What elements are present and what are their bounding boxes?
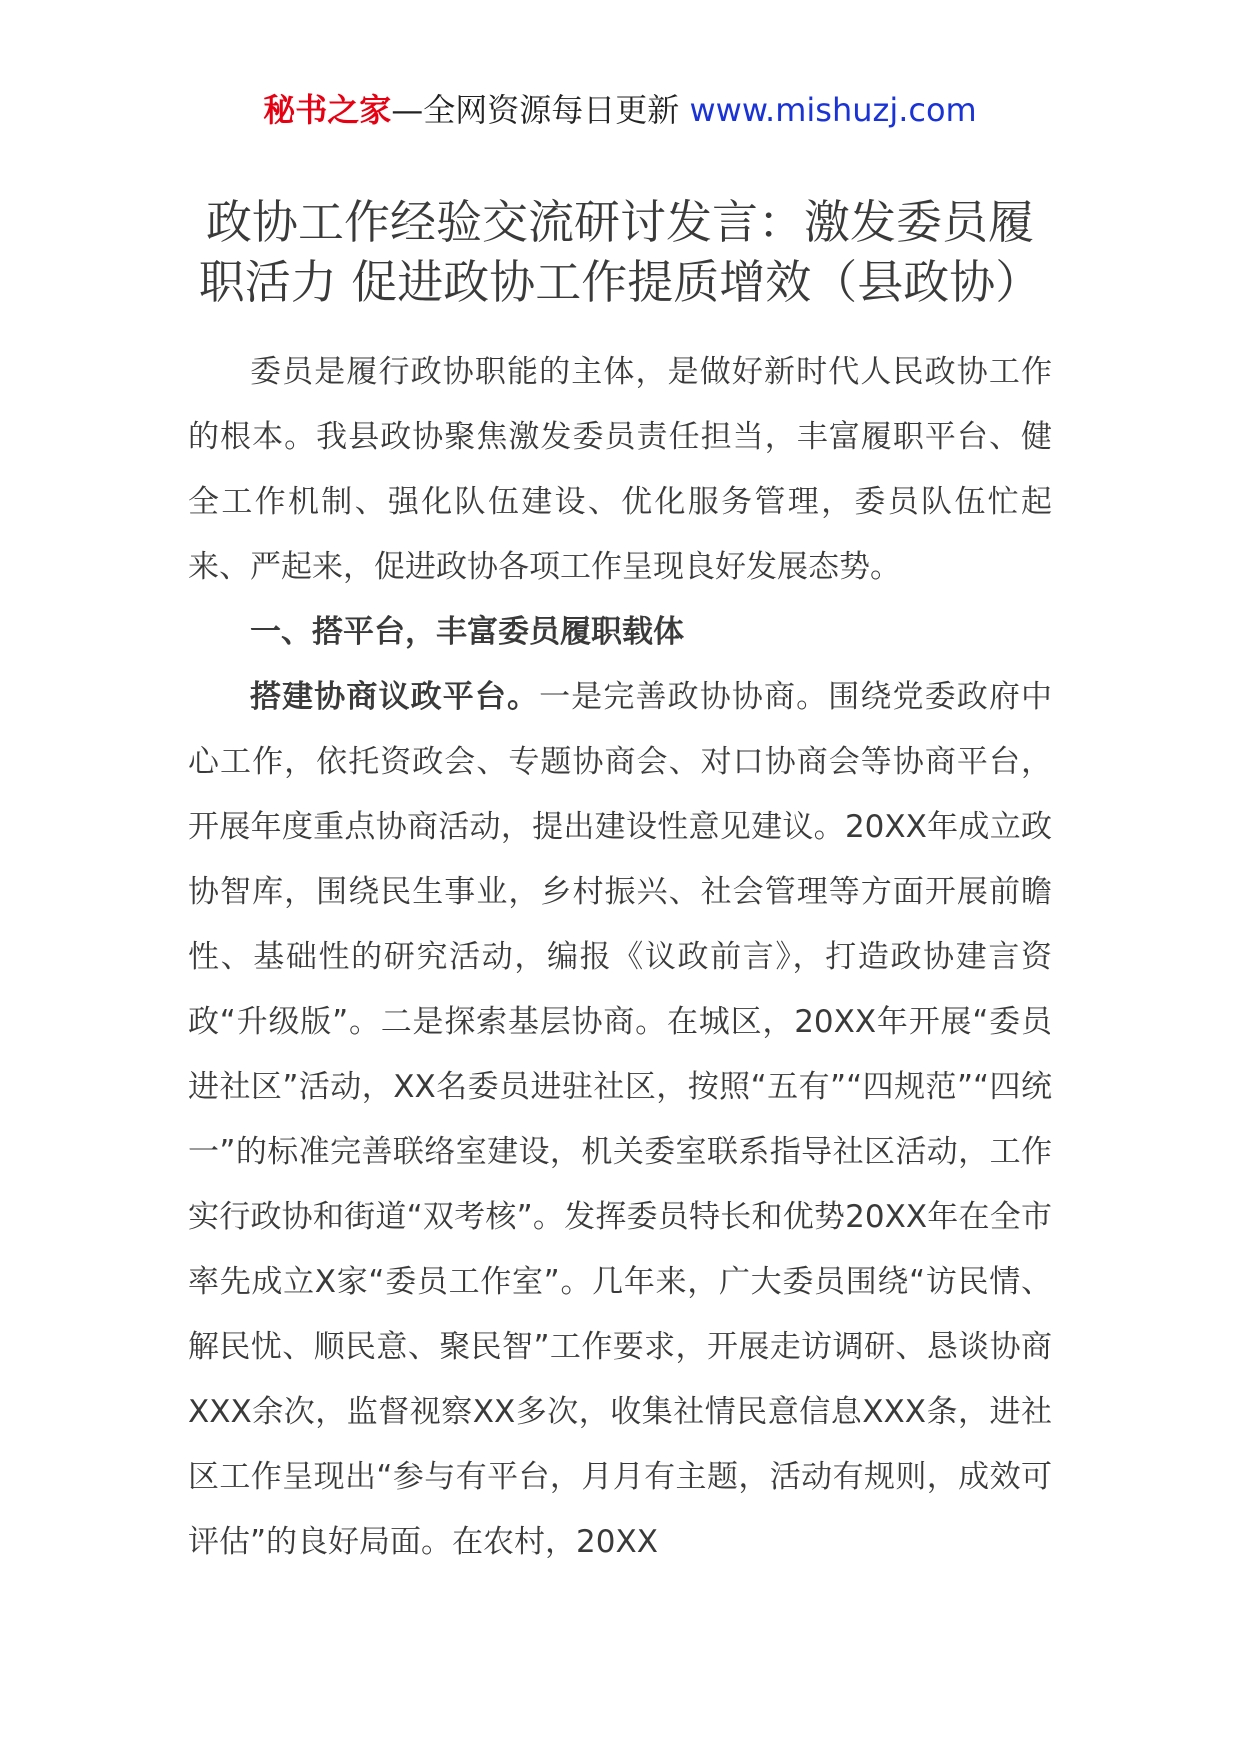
document-body [188, 340, 1052, 1575]
site-banner [0, 88, 1240, 132]
title-line-2: 职活力 促进政协工作提质增效（县政协） [198, 255, 1042, 309]
paragraph-lead: 搭建协商议政平台。 [250, 679, 540, 715]
intro-paragraph: 委员是履行政协职能的主体，是做好新时代人民政协工作的根本。我县政协聚焦激发委员责任担当，丰富履职平台、健全工作机制、强化队伍建设、优化服务管理，委员队伍忙起来、严起来，促进政协各项工作呈现良好发展态势。 [188, 354, 1052, 585]
body-paragraph [188, 665, 1052, 1575]
site-url-link[interactable]: www.mishuzj.com [689, 91, 977, 129]
section-heading: 一、搭平台，丰富委员履职载体 [250, 614, 684, 650]
title-line-1: 政协工作经验交流研讨发言：激发委员履 [206, 195, 1034, 249]
document-title [150, 192, 1090, 312]
paragraph-text: 一是完善政协协商。围绕党委政府中心工作，依托资政会、专题协商会、对口协商会等协商平台，开展年度重点协商活动，提出建设性意见建议。20XX年成立政协智库，围绕民生事业，乡村振兴、社会管理等方面开展前瞻性、基础性的研究活动，编报《议政前言》，打造政协建言资政“升级版”。二是探索基层协商。在城区，20XX年开展“委员进社区”活动，XX名委员进驻社区，按照“五有”“四规范”“四统一”的标准完善联络室建设，机关委室联系指导社区活动，工作实行政协和街道“双考核”。发挥委员特长和优势20XX年在全市率先成立X家“委员工作室”。几年来，广大委员围绕“访民情、解民忧、顺民意、聚民智”工作要求，开展走访调研、恳谈协商XXX余次，监督视察XX多次，收集社情民意信息XXX条，进社区工作呈现出“参与有平台，月月有主题，活动有规则，成效可评估”的良好局面。在农村，20XX [188, 679, 1052, 1560]
brand-name: 秘书之家 [263, 91, 392, 129]
banner-slogan: —全网资源每日更新 [391, 91, 690, 129]
